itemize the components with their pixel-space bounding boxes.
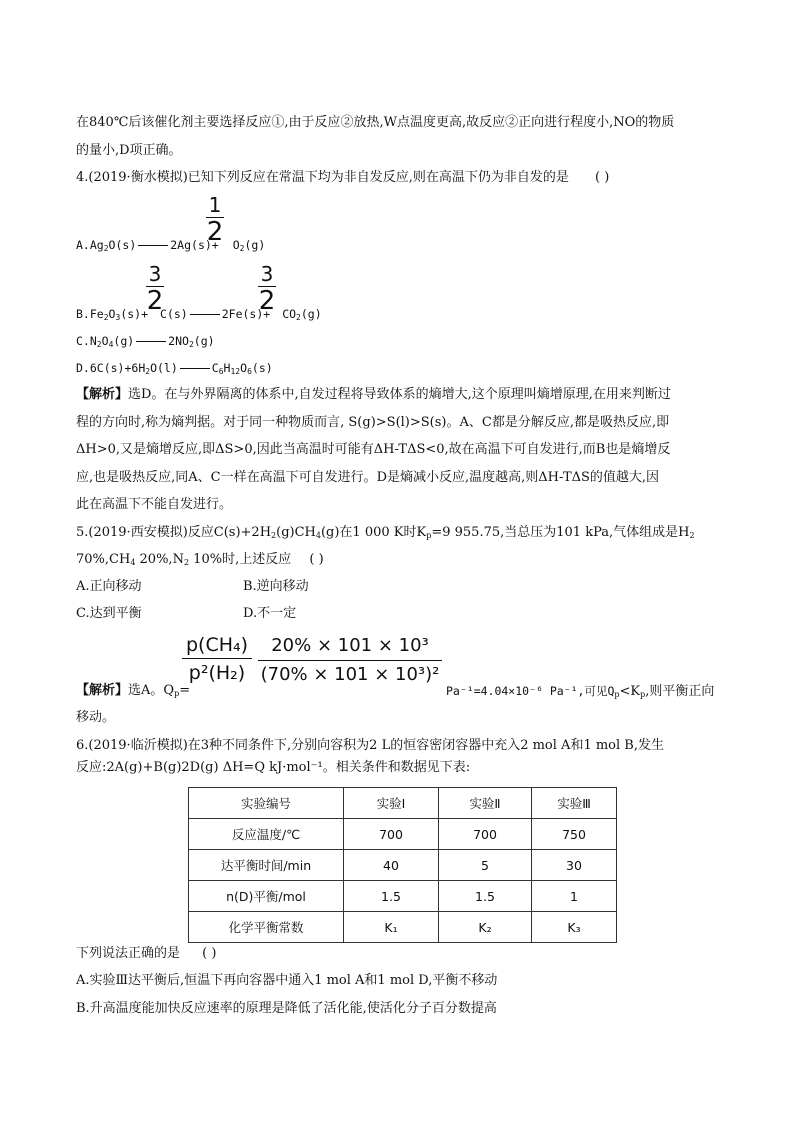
table-cell: 化学平衡常数: [189, 912, 344, 943]
option-label: B.: [76, 307, 90, 321]
analysis-tag: 【解析】: [76, 387, 129, 402]
q5-stem-line-1: 5.(2019·西安模拟)反应$C(s)+2H_2(g)CH_4(g)$在1 000 K时$K_p=9$ 955.75,当总压为101 kPa,气体组成是$H_2$: [76, 525, 695, 540]
subscript: 2: [188, 340, 194, 349]
fraction-numerator: 1: [208, 193, 222, 217]
table-cell: 1.5: [439, 881, 532, 912]
table-cell: 1.5: [344, 881, 439, 912]
formula: 2Ag(s)+: [170, 238, 219, 252]
option-label: C.: [76, 334, 90, 348]
stem-text: 10%时,上述反应: [189, 552, 292, 567]
q5-stem-line-2: $70\%,CH_4$ $20\%,N_2$ 10%时,上述反应 ( ): [76, 552, 324, 567]
subscript: 2: [296, 313, 301, 322]
q4-analysis-line-3: ΔH>0,又是熵增反应,即ΔS>0,因此当高温时可能有ΔH-TΔS<0,故在高温下可自发进行,而B也是熵增反: [76, 442, 671, 457]
subscript: 2: [145, 367, 151, 376]
table-cell: n(D)平衡/mol: [189, 881, 344, 912]
formula: (s): [251, 361, 273, 375]
q4-analysis-line-2: 程的方向时,称为熵判据。对于同一种物质而言, S(g)>S(l)>S(s)。A、C都是分解反应,都是吸热反应,即: [76, 415, 670, 430]
table-cell: 1: [532, 881, 617, 912]
q4-answer-paren: ( ): [595, 170, 610, 185]
formula: C(s): [160, 307, 188, 321]
table-header-cell: 实验Ⅰ: [344, 788, 439, 819]
q4-option-b: [76, 305, 322, 327]
q5-option-c: C.达到平衡: [76, 606, 142, 621]
q6-stem-line-2: 反应:2A(g)+B(g)2D(g) ΔH=Q kJ·mol⁻¹。相关条件和数据见下表:: [76, 760, 471, 775]
table-cell: K₂: [439, 912, 532, 943]
q6-answer-paren: ( ): [202, 946, 217, 961]
fraction-denominator: 2: [206, 217, 224, 247]
subscript: 2: [103, 244, 109, 253]
formula: 2NO: [168, 334, 189, 348]
q5-fraction-2: [258, 632, 442, 689]
formula: 6C(s)+6H: [89, 361, 146, 375]
table-cell: 5: [439, 850, 532, 881]
q4-option-d: [76, 359, 273, 381]
fraction-denominator: (70% × 101 × 10³)²: [258, 660, 442, 689]
table-cell: 40: [344, 850, 439, 881]
q5-analysis-result: Pa⁻¹=4.04×10⁻⁶ Pa⁻¹,可见$Q_p<K_p$,则平衡正向: [446, 684, 715, 699]
formula: (g): [193, 334, 215, 348]
ask-text: 下列说法正确的是: [76, 946, 181, 961]
stem-text: (g)CH: [276, 525, 316, 540]
stem-text: 5.(2019·西安模拟)反应C(s)+2H: [76, 525, 272, 540]
table-cell: 700: [439, 819, 532, 850]
formula: 2Fe(s)+: [221, 307, 271, 321]
formula: O: [108, 307, 116, 321]
option-label: D.: [76, 361, 90, 375]
analysis-text: 选D。在与外界隔离的体系中,自发过程将导致体系的熵增大,这个原理叫熵增原理,在用来判断过: [128, 387, 671, 402]
subscript: 3: [115, 313, 121, 322]
q6-stem-line-1: 6.(2019·临沂模拟)在3种不同条件下,分别向容积为2 L的恒容密闭容器中充入2 mol A和1 mol B,发生: [76, 738, 664, 753]
formula: O(s): [108, 238, 137, 252]
formula: O: [101, 334, 109, 348]
q5-analysis-line-1: 【解析】选A。$Q_p=$: [76, 683, 191, 698]
q5-answer-paren: ( ): [309, 552, 324, 567]
q6-ask: [76, 945, 216, 963]
stem-text: =9 955.75,当总压为101 kPa,气体组成是H: [431, 525, 690, 540]
analysis-text: 选A。Q: [128, 683, 175, 698]
table-header-cell: 实验Ⅲ: [532, 788, 617, 819]
fraction-denominator: p²(H₂): [182, 658, 252, 687]
experiment-table: [188, 787, 617, 943]
table-cell: 750: [532, 819, 617, 850]
subscript: 12: [230, 367, 241, 376]
reaction-arrow: [138, 245, 168, 246]
table-cell: 30: [532, 850, 617, 881]
subscript: 2: [239, 244, 245, 253]
fraction-numerator: p(CH₄): [185, 634, 249, 656]
stem-text: (g)在1 000 K时K: [320, 525, 427, 540]
fraction-numerator: 3: [148, 262, 162, 286]
q4-stem-text: 4.(2019·衡水模拟)已知下列反应在常温下均为非自发反应,则在高温下仍为非自发的是: [76, 170, 569, 185]
formula: H: [223, 361, 231, 375]
table-row: [189, 850, 617, 881]
table-cell: 700: [344, 819, 439, 850]
formula: CO: [282, 307, 297, 321]
lead-line-1: 在840℃后该催化剂主要选择反应①,由于反应②放热,W点温度更高,故反应②正向进行程度小,NO的物质: [76, 115, 675, 130]
formula: Ag: [89, 238, 104, 252]
reaction-arrow: [190, 314, 220, 315]
q4-stem: [76, 169, 609, 187]
subscript: 2: [103, 313, 109, 322]
q4-analysis-line-4: 应,也是吸热反应,同A、C一样在高温下可自发进行。D是熵减小反应,温度越高,则ΔH-TΔS的值越大,因: [76, 470, 660, 485]
analysis-text: <K: [619, 684, 641, 699]
fraction-numerator: 3: [260, 262, 274, 286]
analysis-text: =: [179, 683, 191, 698]
q5-analysis-line-2: 移动。: [76, 710, 116, 725]
analysis-tag: 【解析】: [76, 683, 129, 698]
table-cell: K₃: [532, 912, 617, 943]
q5-option-d: D.不一定: [243, 606, 297, 621]
table-header-cell: 实验编号: [189, 788, 344, 819]
formula: (s)+: [120, 307, 149, 321]
reaction-arrow: [180, 368, 210, 369]
fraction-denominator: 2: [258, 286, 276, 316]
reaction-arrow: [136, 341, 166, 342]
analysis-text: ,则平衡正向: [645, 684, 715, 699]
formula: O(l): [150, 361, 178, 375]
table-cell: K₁: [344, 912, 439, 943]
analysis-text: Pa⁻¹=4.04×10⁻⁶ Pa⁻¹,可见Q: [446, 684, 615, 698]
formula: O: [232, 238, 240, 252]
formula: (g): [244, 238, 266, 252]
table-row: [189, 819, 617, 850]
q4-option-c: [76, 332, 215, 354]
table-row: [189, 912, 617, 943]
lead-line-2: 的量小,D项正确。: [76, 143, 182, 158]
q6-option-b: B.升高温度能加快反应速率的原理是降低了活化能,使活化分子百分数提高: [76, 1001, 497, 1016]
formula: N: [89, 334, 97, 348]
stem-text: 20%,N: [135, 552, 184, 567]
subscript: 2: [96, 340, 102, 349]
formula: C: [211, 361, 219, 375]
q5-fraction-1: [182, 632, 252, 687]
q6-option-a: A.实验Ⅲ达平衡后,恒温下再向容器中通入1 mol A和1 mol D,平衡不移动: [76, 973, 498, 988]
option-label: A.: [76, 238, 90, 252]
q5-option-a: A.正向移动: [76, 579, 142, 594]
table-header-cell: 实验Ⅱ: [439, 788, 532, 819]
q4-option-a: [76, 236, 265, 258]
table-cell: 达平衡时间/min: [189, 850, 344, 881]
q5-option-b: B.逆向移动: [243, 579, 309, 594]
formula: (g): [113, 334, 135, 348]
stem-text: 70%,CH: [76, 552, 131, 567]
table-cell: 反应温度/℃: [189, 819, 344, 850]
table-row: [189, 881, 617, 912]
subscript: 6: [218, 367, 224, 376]
table-header-row: [189, 788, 617, 819]
q4-analysis-line-1: [76, 386, 671, 404]
fraction-denominator: 2: [146, 286, 164, 316]
formula: Fe: [89, 307, 104, 321]
subscript: 4: [108, 340, 114, 349]
formula: O: [240, 361, 248, 375]
q4-analysis-line-5: 此在高温下不能自发进行。: [76, 497, 233, 512]
fraction-numerator: 20% × 101 × 10³: [271, 635, 429, 656]
subscript: 6: [247, 367, 252, 376]
formula: (g): [300, 307, 322, 321]
